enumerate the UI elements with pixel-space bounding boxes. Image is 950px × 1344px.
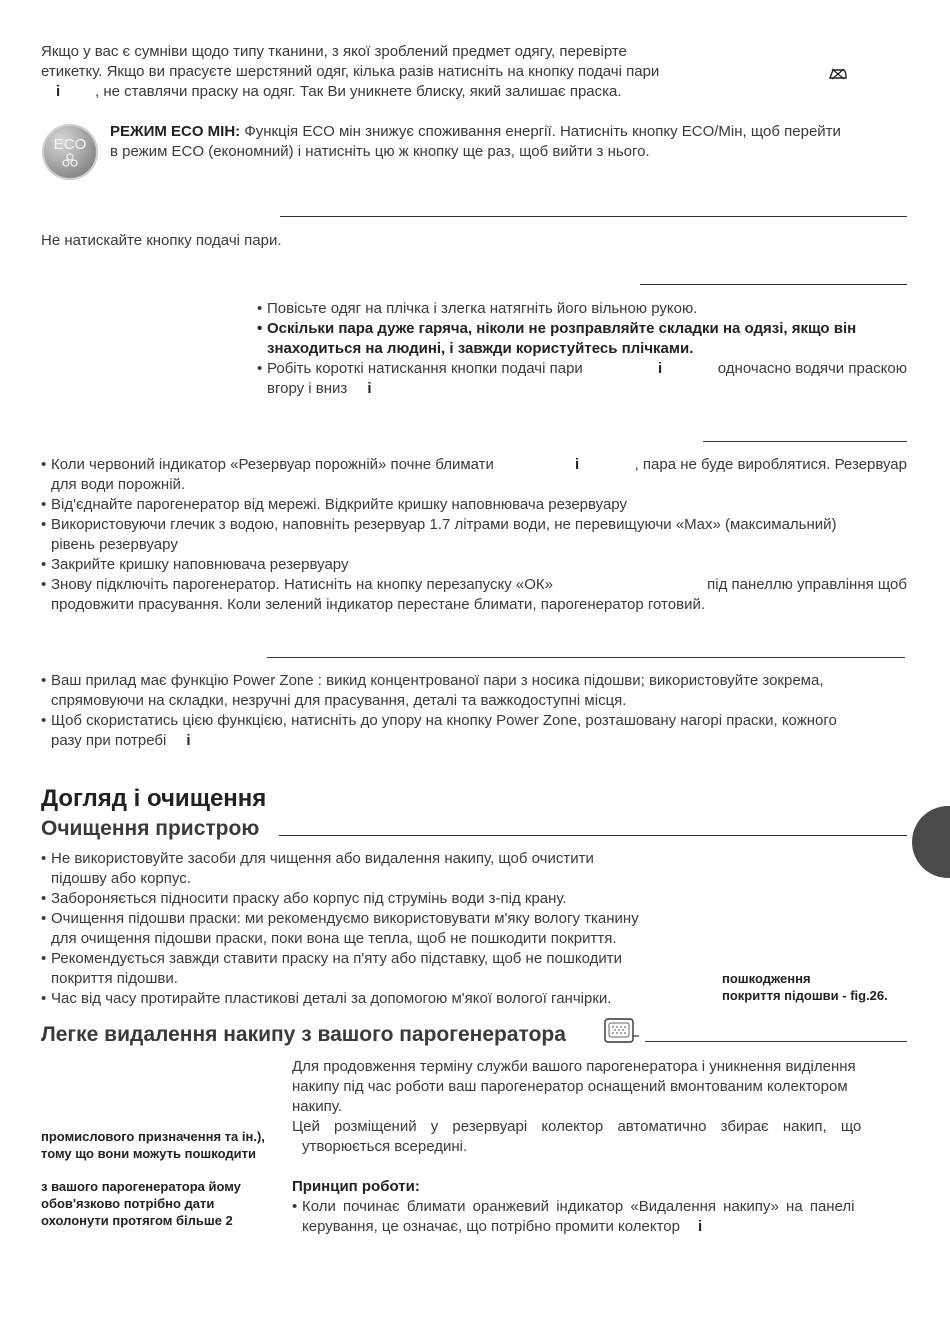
list-item: [41, 455, 907, 495]
side-note-line: з вашого парогенератора йому: [41, 1179, 241, 1194]
side-note-line: обов'язково потрібно дати: [41, 1196, 215, 1211]
descale-p1-l2: накипу під час роботи ваш парогенератор оснащений вмонтованим колектором: [292, 1078, 848, 1095]
list-item: • Забороняється підносити праску або корпус під струмінь води з-під крану.: [41, 889, 691, 909]
list-item: • Від'єднайте парогенератор від мережі. Відкрийте кришку наповнювача резервуару: [41, 495, 907, 515]
cleaning-subheading: Очищення пристрою: [41, 817, 260, 840]
section-rule-3: [703, 441, 907, 442]
clean-4a: • Рекомендується завжди ставити праску на п'яту або підставку, щоб не пошкодити: [51, 950, 622, 967]
descale-collector-icon: [604, 1018, 640, 1050]
list-item: [41, 671, 907, 711]
side-note-line: промислового призначення та ін.),: [41, 1129, 265, 1144]
figure-ref-mark: i: [658, 360, 663, 377]
descale-side-note-1: [41, 1128, 265, 1162]
cleaning-list: [41, 849, 691, 1009]
descale-body: [292, 1057, 907, 1237]
side-note-line: тому що вони можуть пошкодити: [41, 1146, 256, 1161]
list-item: • Повісьте одяг на плічка і злегка натягніть його вільною рукою.: [257, 299, 907, 319]
list-item: [257, 359, 907, 399]
vs-text-b: одночасно водячи праскою: [717, 360, 907, 377]
clean-3a: • Очищення підошви праски: ми рекомендуємо використовувати м'яку вологу тканину: [51, 910, 639, 927]
refill-text-c: для води порожній.: [51, 476, 186, 493]
figure-ref-mark: i: [186, 732, 191, 749]
eco-line-1: [110, 122, 907, 142]
refill-item3-line1: • Використовуючи глечик з водою, наповніть резервуар 1.7 літрами води, не перевищуючи «Max» (максимальний): [51, 516, 837, 533]
side-note-line: пошкодження: [722, 971, 811, 986]
refill-text-a: Коли червоний індикатор «Резервуар порожній» почне блимати: [51, 456, 494, 473]
principle-l2: керування, це означає, що потрібно промити колектор: [302, 1218, 680, 1235]
descale-p2-l2: утворюється всередині.: [302, 1138, 468, 1155]
sole-damage-note: [722, 970, 888, 1004]
list-item: [41, 515, 907, 555]
eco-line-1-text: Функція ECO мін знижує споживання енергії. Натисніть кнопку ECO/Мін, щоб перейти: [240, 123, 841, 140]
descale-p2-l1: Цей розміщений у резервуарі колектор автоматично збирає накип, що: [292, 1118, 862, 1135]
list-item: [41, 909, 691, 949]
intro-line-2: етикетку. Якщо ви прасуєте шерстяний одяг, кілька разів натисніть на кнопку подачі пари: [41, 63, 660, 80]
list-item: [41, 711, 907, 751]
clean-3b: для очищення підошви праски, поки вона ще тепла, щоб не пошкодити покриття.: [51, 930, 617, 947]
descale-side-note-2: [41, 1178, 241, 1229]
subheading-rule-1: [279, 835, 907, 836]
principle-title: Принцип роботи:: [292, 1178, 420, 1195]
refill-item3-line2: рівень резервуару: [51, 536, 178, 553]
descale-heading: Легке видалення накипу з вашого парогенератора: [41, 1023, 566, 1046]
pz-line-4: разу при потребі: [51, 732, 167, 749]
figure-ref-mark: i: [697, 1218, 703, 1235]
list-item: • Час від часу протирайте пластикові деталі за допомогою м'якої вологої ганчірки.: [41, 989, 691, 1009]
power-zone-list: [41, 671, 907, 751]
refill-item5-b: під панеллю управління щоб: [707, 576, 907, 593]
figure-ref-mark: i: [56, 83, 61, 100]
eco-mode-icon: [42, 124, 98, 180]
refill-text-b: , пара не буде вироблятися. Резервуар: [634, 456, 907, 473]
eco-paragraph: [110, 122, 907, 162]
section-rule-4: [267, 657, 905, 658]
refill-item5-a: Знову підключіть парогенератор. Натисніть на кнопку перезапуску «ОК»: [51, 576, 553, 593]
eco-title: РЕЖИМ ECO МІН:: [110, 123, 241, 140]
ironing-symbol-icon: [829, 66, 847, 86]
principle-l1: • Коли починає блимати оранжевий індикатор «Видалення накипу» на панелі: [302, 1198, 855, 1215]
refill-item5-c: продовжити прасування. Коли зелений індикатор перестане блимати, парогенератор готовий.: [51, 596, 705, 613]
intro-line-3: , не ставлячи праску на одяг. Так Ви уникнете блиску, який залишає праска.: [95, 83, 622, 100]
clean-1a: • Не використовуйте засоби для чищення або видалення накипу, щоб очистити: [51, 850, 594, 867]
list-item: [41, 575, 907, 615]
warning-line-1: • Оскільки пара дуже гаряча, ніколи не розправляйте складки на одязі, якщо він: [267, 320, 857, 337]
list-item: • Закрийте кришку наповнювача резервуару: [41, 555, 907, 575]
vertical-steam-list: [257, 299, 907, 399]
page-section-tab: [912, 806, 950, 878]
eco-line-2: в режим ECO (економний) і натисніть цю ж кнопку ще раз, щоб вийти з нього.: [110, 143, 650, 160]
pz-line-1: • Ваш прилад має функцію Power Zone : викид концентрованої пари з носика підошви; використовуйте зокрема,: [51, 672, 824, 689]
list-item: [292, 1197, 907, 1237]
care-heading: Догляд і очищення: [41, 785, 267, 812]
side-note-line: покриття підошви - fig.26.: [722, 988, 888, 1003]
list-item: [41, 949, 691, 989]
list-item: [41, 849, 691, 889]
refill-list: [41, 455, 907, 615]
section-rule-1: [280, 216, 907, 217]
section-rule-2: [640, 284, 907, 285]
intro-line-1: Якщо у вас є сумніви щодо типу тканини, з якої зроблений предмет одягу, перевірте: [41, 43, 627, 60]
subheading-rule-2: [645, 1041, 907, 1042]
figure-ref-mark: i: [575, 456, 580, 473]
vs-text-a: Робіть короткі натискання кнопки подачі пари: [267, 360, 583, 377]
eco-icon-label: ECO: [53, 136, 87, 153]
clean-4b: покриття підошви.: [51, 970, 178, 987]
side-note-line: охолонути протягом більше 2: [41, 1213, 233, 1228]
descale-p1-l3: накипу.: [292, 1098, 342, 1115]
no-steam-text: Не натискайте кнопку подачі пари.: [41, 232, 282, 249]
pz-line-2: спрямовуючи на складки, незручні для прасування, деталі та важкодоступні місця.: [51, 692, 627, 709]
clean-1b: підошву або корпус.: [51, 870, 191, 887]
vs-text-c: вгору і вниз: [267, 380, 348, 397]
pz-line-3: • Щоб скористатись цією функцією, натисніть до упору на кнопку Power Zone, розташовану нагорі праски, кожного: [51, 712, 837, 729]
list-item-warning: [257, 319, 907, 359]
descale-p1-l1: Для продовження терміну служби вашого парогенератора і уникнення виділення: [292, 1058, 856, 1075]
figure-ref-mark: i: [367, 380, 372, 397]
warning-line-2: знаходиться на людині, і завжди користуйтесь плічками.: [267, 340, 694, 357]
steam-drops-icon: [62, 153, 78, 167]
